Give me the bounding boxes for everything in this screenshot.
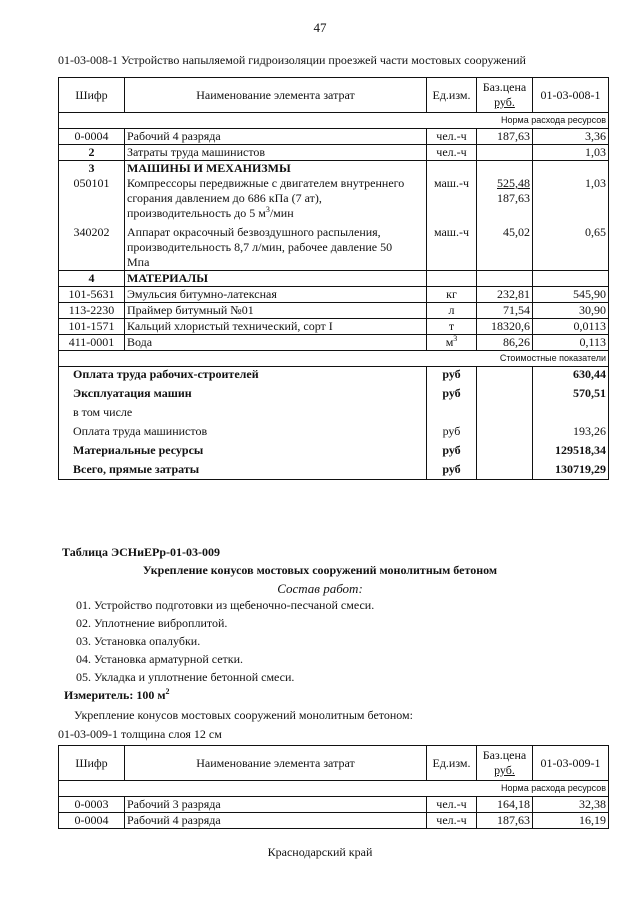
- cost-row: [59, 382, 609, 401]
- cost-value: 129518,34: [533, 439, 609, 458]
- table-subtitle: Укрепление конусов мостовых сооружений монолитным бетоном: [142, 563, 498, 577]
- cost-value: [533, 401, 609, 420]
- row-name: Вода: [125, 335, 427, 351]
- row-unit: маш.-ч: [427, 221, 477, 271]
- row-value: 545,90: [533, 287, 609, 303]
- table-title: Таблица ЭСНиЕРр-01-03-009: [62, 545, 221, 559]
- cost-unit: руб: [427, 439, 477, 458]
- work-item: 05. Укладка и уплотнение бетонной смеси.: [76, 670, 295, 684]
- row-price: 45,02: [477, 221, 533, 271]
- row-cipher: 101-5631: [59, 287, 125, 303]
- table-row: [59, 287, 609, 303]
- cost-unit: руб: [427, 367, 477, 383]
- row-price: 232,81: [477, 287, 533, 303]
- row-value: 32,38: [533, 797, 609, 813]
- row-unit: кг: [427, 287, 477, 303]
- row-name: Рабочий 4 разряда: [125, 129, 427, 145]
- row-price-sub: 187,63: [497, 191, 530, 205]
- header-price: [477, 78, 533, 113]
- row-value: 0,113: [533, 335, 609, 351]
- works-heading: Состав работ:: [277, 581, 363, 596]
- row-name-text: /мин: [269, 206, 294, 220]
- header-price-line2: руб.: [494, 95, 515, 109]
- row-price: 18320,6: [477, 319, 533, 335]
- cost-unit: руб: [427, 382, 477, 401]
- table-row: [59, 303, 609, 319]
- row-cipher: 0-0004: [59, 129, 125, 145]
- norma-row: [59, 781, 609, 797]
- unit-text: м: [445, 335, 454, 349]
- row-unit: л: [427, 303, 477, 319]
- cost-row: [59, 458, 609, 480]
- work-item: 03. Установка опалубки.: [76, 634, 201, 648]
- table-row: [59, 176, 609, 221]
- norma-label: Норма расхода ресурсов: [59, 113, 609, 129]
- row-value: 0,65: [533, 221, 609, 271]
- measurer: [64, 688, 170, 703]
- row-price: 164,18: [477, 797, 533, 813]
- cost-name: Оплата труда машинистов: [59, 420, 427, 439]
- cost-header-row: [59, 351, 609, 367]
- header-price-line1: Баз.цена: [482, 80, 527, 94]
- section-cipher: 3: [59, 161, 125, 177]
- cost-value: 130719,29: [533, 458, 609, 480]
- row-unit: маш.-ч: [427, 176, 477, 221]
- header-unit: Ед.изм.: [427, 746, 477, 781]
- row-name: [125, 176, 427, 221]
- cost-unit: [427, 401, 477, 420]
- row-name: Рабочий 4 разряда: [125, 813, 427, 829]
- work-item: 04. Установка арматурной сетки.: [76, 652, 244, 666]
- row-name-line: Компрессоры передвижные с двигателем внутреннего: [127, 176, 405, 190]
- row-price: [477, 145, 533, 161]
- section-title-materials: МАТЕРИАЛЫ: [125, 271, 427, 287]
- cost-value: 630,44: [533, 367, 609, 383]
- table-row: [59, 319, 609, 335]
- row-unit: чел.-ч: [427, 797, 477, 813]
- row-cipher: 101-1571: [59, 319, 125, 335]
- header-name: Наименование элемента затрат: [125, 78, 427, 113]
- row-price: 86,26: [477, 335, 533, 351]
- header-price-line2: руб.: [494, 763, 515, 777]
- row-name-line: [127, 206, 424, 221]
- cost-name: Всего, прямые затраты: [59, 458, 427, 480]
- header-unit: Ед.изм.: [427, 78, 477, 113]
- row-price: 187,63: [477, 813, 533, 829]
- row-cipher: 411-0001: [59, 335, 125, 351]
- header-price-line1: Баз.цена: [482, 748, 527, 762]
- row-name: Рабочий 3 разряда: [125, 797, 427, 813]
- table-row: [59, 221, 609, 271]
- row-name: [125, 221, 427, 271]
- work-item: 02. Уплотнение виброплитой.: [76, 616, 228, 630]
- section-cipher: 4: [59, 271, 125, 287]
- row-cipher: 0-0003: [59, 797, 125, 813]
- code-line: 01-03-009-1 толщина слоя 12 см: [58, 727, 222, 741]
- table-row: [59, 797, 609, 813]
- row-value: 0,0113: [533, 319, 609, 335]
- header-code: 01-03-008-1: [533, 78, 609, 113]
- table-row: [59, 145, 609, 161]
- norma-row: [59, 113, 609, 129]
- header-cipher: Шифр: [59, 78, 125, 113]
- row-unit: чел.-ч: [427, 129, 477, 145]
- table-header-row: [59, 78, 609, 113]
- row-value: 16,19: [533, 813, 609, 829]
- page-number: 47: [313, 20, 327, 35]
- row-name: Затраты труда машинистов: [125, 145, 427, 161]
- norma-label: Норма расхода ресурсов: [59, 781, 609, 797]
- row-name-line: Аппарат окрасочный безвоздушного распыления,: [127, 225, 381, 239]
- section-title: 01-03-008-1 Устройство напыляемой гидроизоляции проезжей части мостовых сооружений: [58, 53, 526, 67]
- footer-region: Краснодарский край: [267, 845, 373, 859]
- table-row: [59, 335, 609, 351]
- cost-name: Материальные ресурсы: [59, 439, 427, 458]
- header-price: [477, 746, 533, 781]
- measurer-text: Измеритель: 100 м: [64, 688, 166, 702]
- cost-unit: руб: [427, 458, 477, 480]
- row-price-main: 525,48: [497, 176, 530, 190]
- cost-name: в том числе: [59, 401, 427, 420]
- table-row: [59, 129, 609, 145]
- row-name-line: производительность 8,7 л/мин, рабочее давление 50: [127, 240, 393, 254]
- table-row: [59, 813, 609, 829]
- row-name-line: Мпа: [127, 255, 150, 269]
- row-value: 1,03: [533, 145, 609, 161]
- row-unit: [427, 335, 477, 351]
- row-cipher: 113-2230: [59, 303, 125, 319]
- row-name: Эмульсия битумно-латексная: [125, 287, 427, 303]
- row-cipher: 050101: [59, 176, 125, 221]
- row-price: 71,54: [477, 303, 533, 319]
- header-cipher: Шифр: [59, 746, 125, 781]
- cost-name: Эксплуатация машин: [59, 382, 427, 401]
- row-price: 187,63: [477, 129, 533, 145]
- cost-row: [59, 439, 609, 458]
- machines-section-row: [59, 161, 609, 177]
- row-name-text: производительность до 5 м: [127, 206, 266, 220]
- row-unit: т: [427, 319, 477, 335]
- superscript: 2: [165, 687, 170, 696]
- cost-value: 570,51: [533, 382, 609, 401]
- row-unit: чел.-ч: [427, 145, 477, 161]
- cost-header-label: Стоимостные показатели: [59, 351, 609, 367]
- cost-row: [59, 367, 609, 383]
- header-code: 01-03-009-1: [533, 746, 609, 781]
- row-name-line: сгорания давлением до 686 кПа (7 ат),: [127, 191, 322, 205]
- superscript: 3: [265, 205, 270, 214]
- resource-table-01-03-008-1: [58, 77, 609, 480]
- row-price: [477, 176, 533, 221]
- cost-name: Оплата труда рабочих-строителей: [59, 367, 427, 383]
- row-unit: чел.-ч: [427, 813, 477, 829]
- work-item: 01. Устройство подготовки из щебеночно-песчаной смеси.: [76, 598, 375, 612]
- row-cipher: 340202: [59, 221, 125, 271]
- row-value: 30,90: [533, 303, 609, 319]
- row-value: 3,36: [533, 129, 609, 145]
- resource-table-01-03-009-1: [58, 745, 609, 829]
- intro-text: Укрепление конусов мостовых сооружений монолитным бетоном:: [74, 708, 413, 722]
- cost-value: 193,26: [533, 420, 609, 439]
- row-name: Праймер битумный №01: [125, 303, 427, 319]
- row-cipher: 2: [59, 145, 125, 161]
- row-cipher: 0-0004: [59, 813, 125, 829]
- superscript: 3: [453, 334, 458, 343]
- materials-section-row: [59, 271, 609, 287]
- header-name: Наименование элемента затрат: [125, 746, 427, 781]
- row-name: Кальций хлористый технический, сорт I: [125, 319, 427, 335]
- table-header-row: [59, 746, 609, 781]
- cost-unit: руб: [427, 420, 477, 439]
- row-value: 1,03: [533, 176, 609, 221]
- section-title-machines: МАШИНЫ И МЕХАНИЗМЫ: [125, 161, 427, 177]
- cost-row: [59, 420, 609, 439]
- cost-row: [59, 401, 609, 420]
